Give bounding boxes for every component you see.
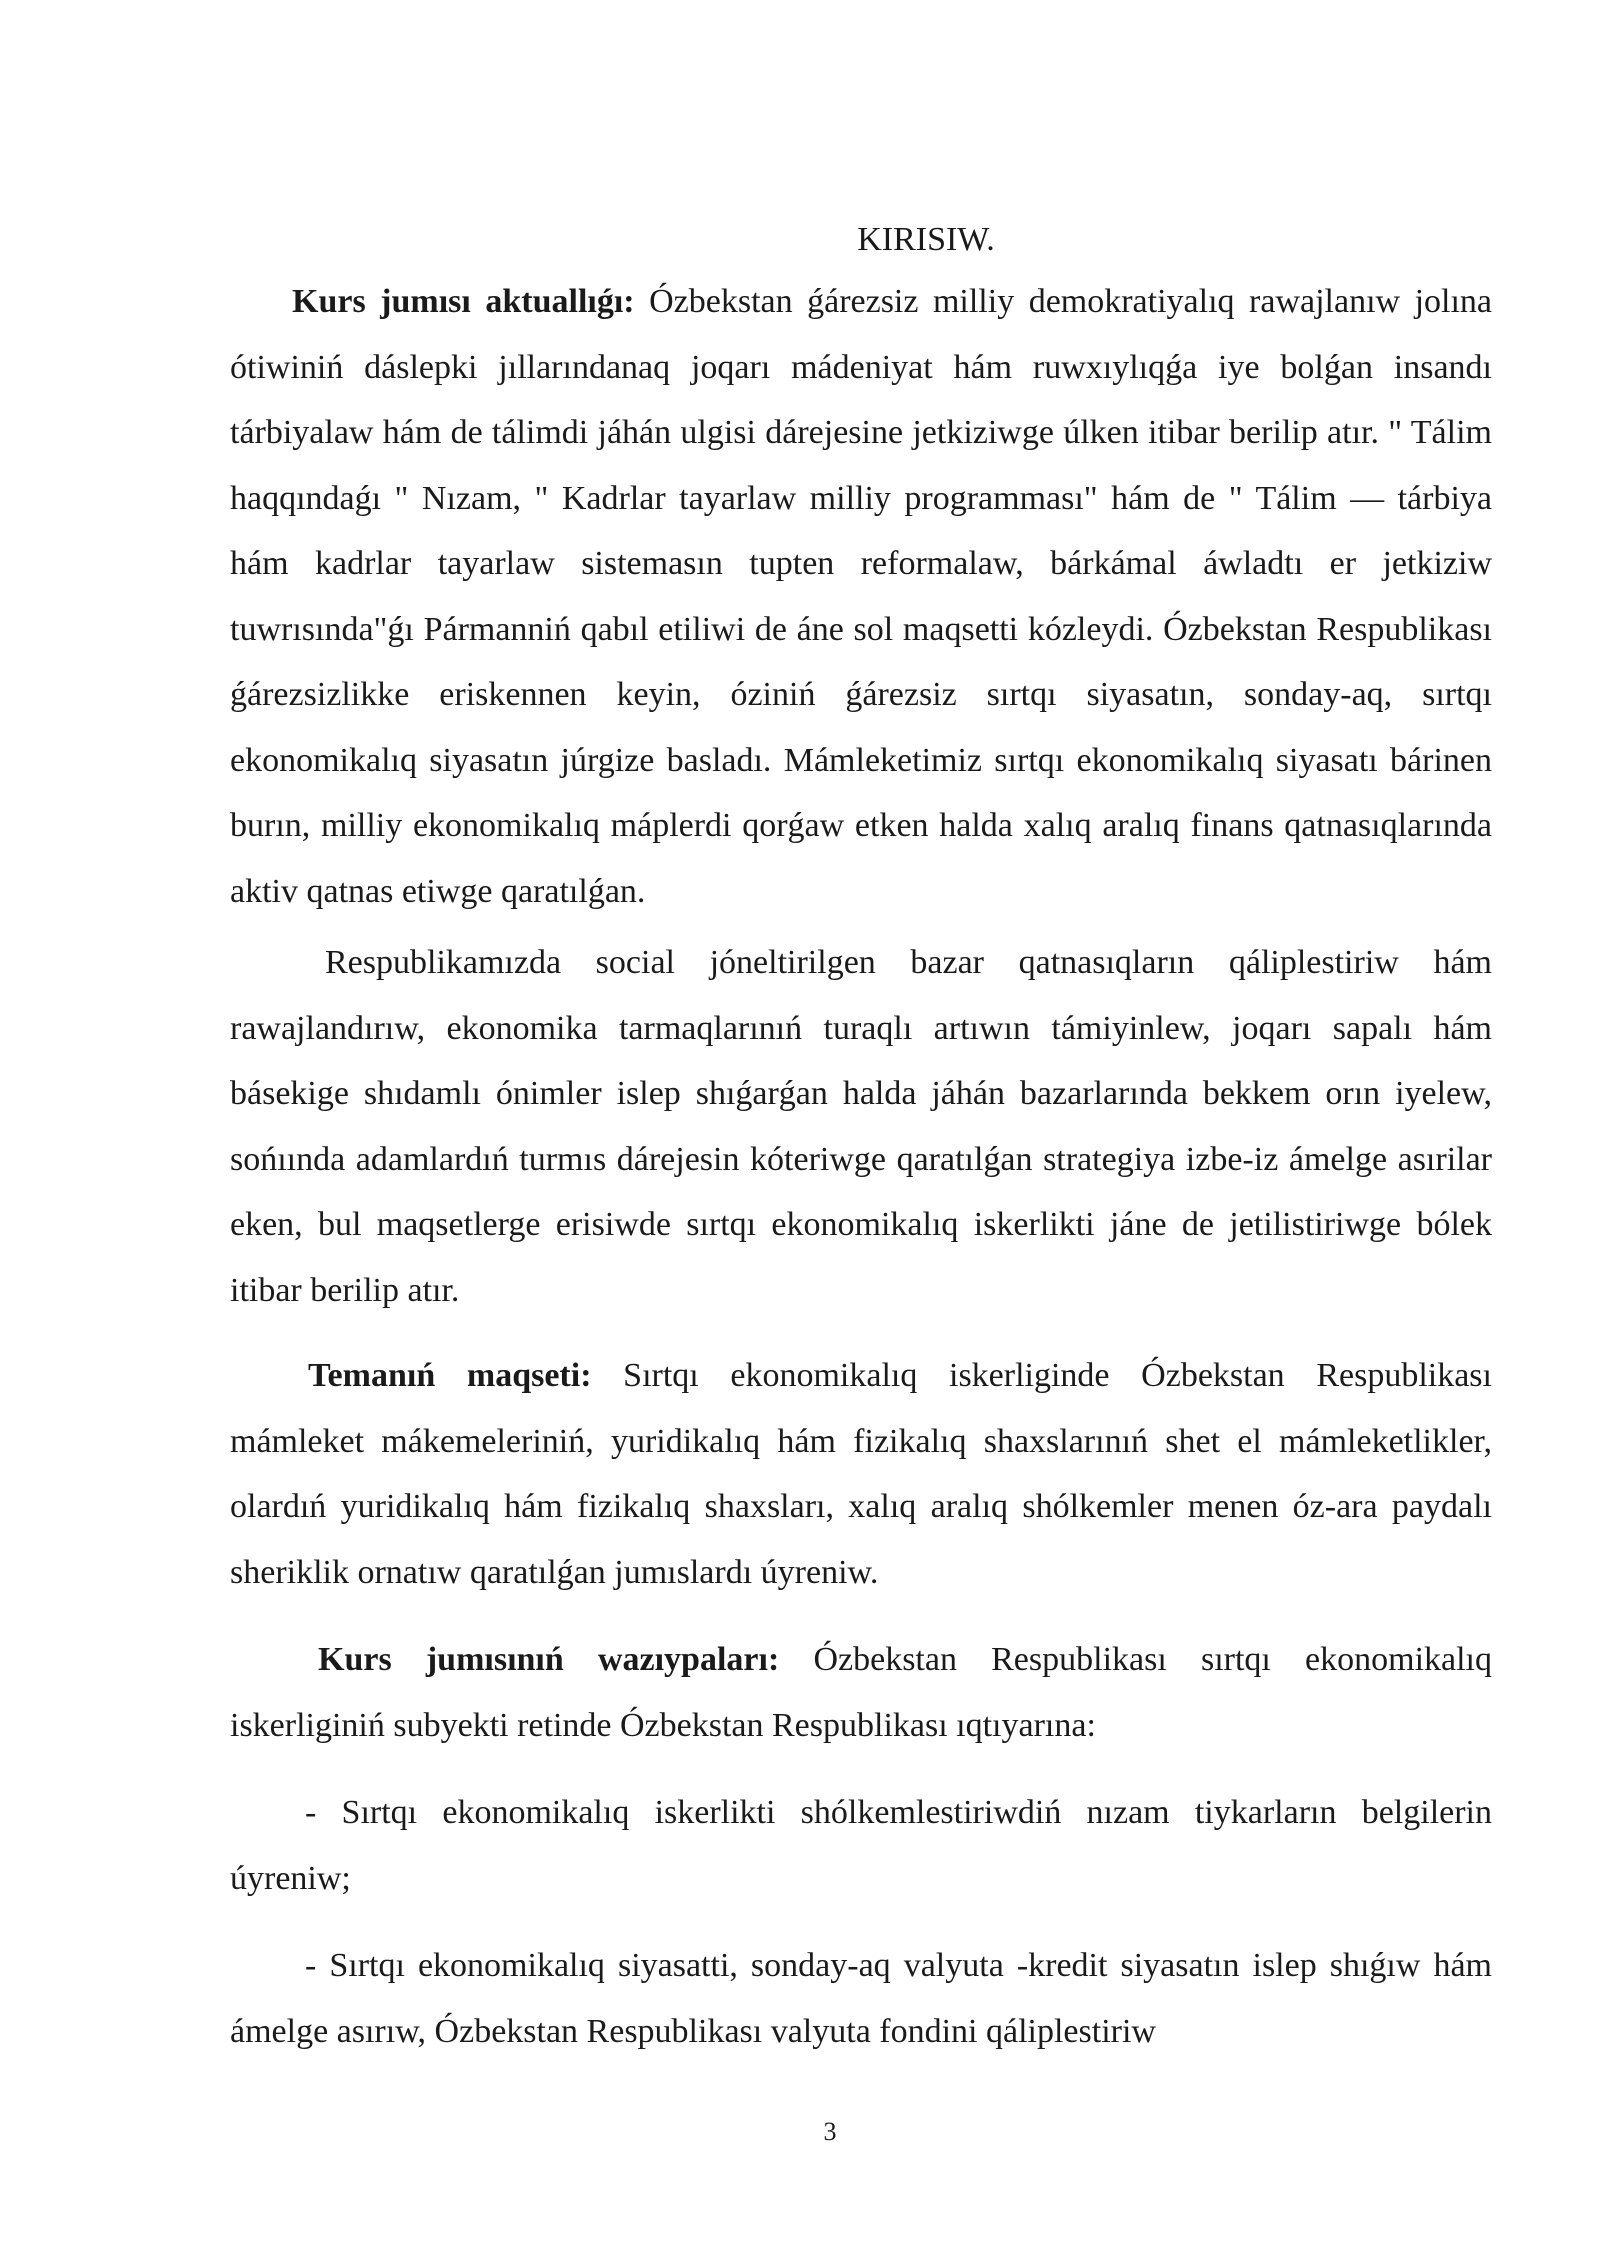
list-item: - Sırtqı ekonomikalıq iskerlikti shólkemlestiriwdiń nızam tiykarların belgilerin úyreniw; (230, 1794, 1492, 1897)
paragraph-tasks (230, 1627, 1492, 1758)
page-number: 3 (823, 2117, 837, 2146)
paragraph-goal (230, 1343, 1492, 1605)
paragraph-relevance (230, 269, 1492, 924)
text-goal: Sırtqı ekonomikalıq iskerliginde Ózbekstan Respublikası mámleket mákemeleriniń, yuridikalıq hám fizikalıq shaxslarınıń shet el mámleketlikler, olardıń yuridikalıq hám fizikalıq shaxsları, xalıq aralıq shólkemler menen óz-ara paydalı sheriklik ornatıw qaratılǵan jumıslardı úyreniw. (230, 1357, 1492, 1591)
text-relevance: Ózbekstan ǵárezsiz milliy demokratiyalıq rawajlanıw jolına ótiwiniń dáslepki jıllarındanaq joqarı mádeniyat hám ruwxıylıqǵa iye bolǵan insandı tárbiyalaw hám de tálimdi jáhán ulgisi dárejesine jetkiziwge úlken itibar berilip atır. " Tálim haqqındaǵı " Nızam, " Kadrlar tayarlaw milliy programması" hám de " Tálim — tárbiya hám kadrlar tayarlaw sistemasın tupten reformalaw, bárkámal áwladtı er jetkiziw tuwrısında"ǵı Pármanniń qabıl etiliwi de áne sol maqsetti kózleydi. Ózbekstan Respublikası ǵárezsizlikke eriskennen keyin, óziniń ǵárezsiz sırtqı siyasatın, sonday-aq, sırtqı ekonomikalıq siyasatın júrgize basladı. Mámleketimiz sırtqı ekonomikalıq siyasatı bárinen burın, milliy ekonomikalıq máplerdi qorǵaw etken halda xalıq aralıq finans qatnasıqlarında aktiv qatnas etiwge qaratılǵan. (230, 283, 1492, 910)
list-item: - Sırtqı ekonomikalıq siyasatti, sonday-aq valyuta -kredit siyasatın islep shıǵıw hám ámelge asırıw, Ózbekstan Respublikası valyuta fondini qáliplestiriw (230, 1947, 1492, 2050)
text-tasks: Ózbekstan Respublikası sırtqı ekonomikalıq iskerliginiń subyekti retinde Ózbekstan Respublikası ıqtıyarına: (230, 1641, 1492, 1744)
heading-relevance: Kurs jumısı aktuallıǵı: (292, 283, 635, 320)
heading-goal: Temanıń maqseti: (308, 1357, 592, 1394)
document-title: KIRISIW. (857, 221, 995, 258)
document-page (230, 215, 1492, 2064)
heading-tasks: Kurs jumısınıń wazıypaları: (318, 1641, 780, 1678)
text-market: Respublikamızda social jóneltirilgen bazar qatnasıqların qáliplestiriw hám rawajlandırıw, ekonomika tarmaqlarınıń turaqlı artıwın támiyinlew, joqarı sapalı hám básekige shıdamlı ónimler islep shıǵarǵan halda jáhán bazarlarında bekkem orın iyelew, sońıında adamlardıń turmıs dárejesin kóteriwge qaratılǵan strategiya izbe-iz ámelge asırilar eken, bul maqsetlerge erisiwde sırtqı ekonomikalıq iskerlikti jáne de jetilistiriwge bólek itibar berilip atır. (230, 944, 1492, 1309)
paragraph-market (230, 930, 1492, 1323)
